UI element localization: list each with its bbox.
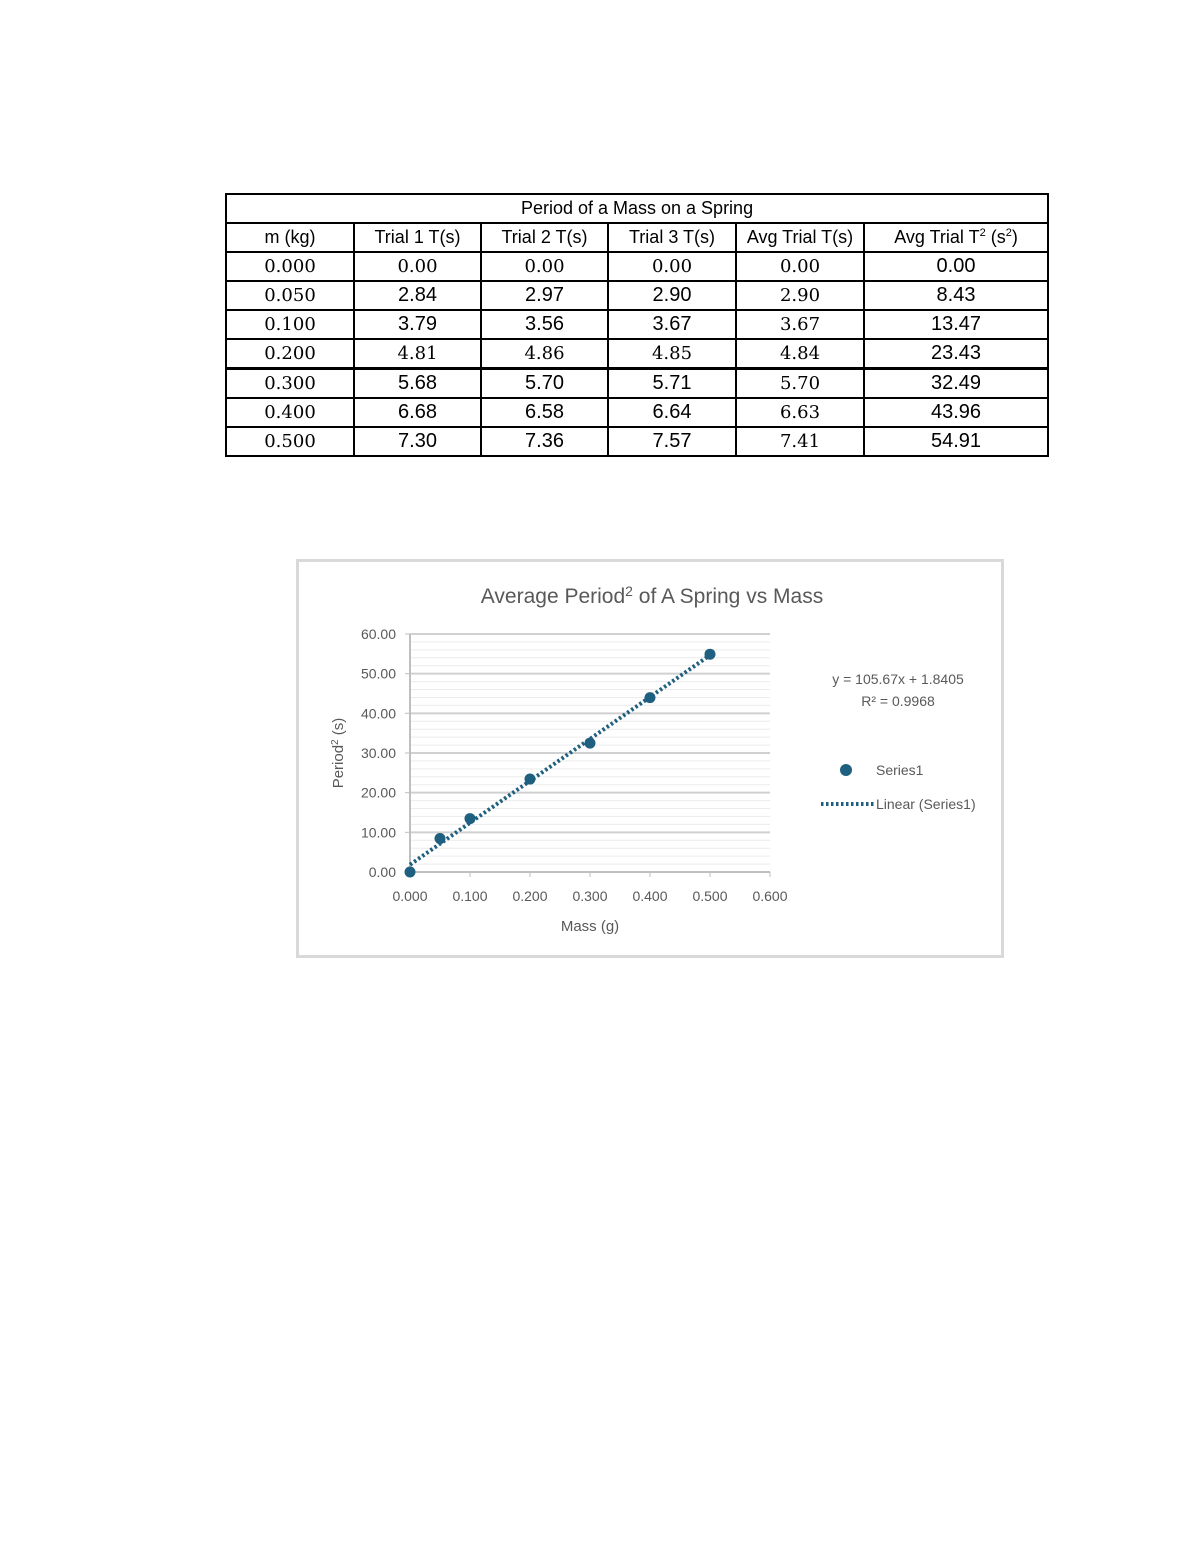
trendline-r2: R² = 0.9968 bbox=[861, 693, 935, 709]
y-axis-label-superscript: 2 bbox=[330, 739, 341, 745]
table-row bbox=[226, 398, 1048, 427]
table-cell-m: 0.050 bbox=[226, 281, 354, 310]
header-trial-3: Trial 3 T(s) bbox=[608, 223, 736, 252]
table-cell-t3: 2.90 bbox=[608, 281, 736, 310]
table-row bbox=[226, 427, 1048, 456]
table-cell-t2: 0.00 bbox=[481, 252, 608, 281]
y-tick-label: 10.00 bbox=[360, 824, 396, 841]
chart-container bbox=[296, 559, 1004, 958]
table-cell-m: 0.000 bbox=[226, 252, 354, 281]
table-cell-avg: 2.90 bbox=[736, 281, 864, 310]
table-cell-avg_sq: 54.91 bbox=[864, 427, 1048, 456]
table-cell-t2: 3.56 bbox=[481, 310, 608, 339]
table-cell-t1: 6.68 bbox=[354, 398, 481, 427]
table-cell-t3: 0.00 bbox=[608, 252, 736, 281]
header-avg-sq-unit-superscript: 2 bbox=[1005, 227, 1012, 239]
chart-title: Average Period$^2$ of A Spring vs Mass bbox=[480, 583, 824, 608]
table-cell-avg_sq: 0.00 bbox=[864, 252, 1048, 281]
data-point bbox=[405, 867, 416, 878]
header-avg-sq-close: ) bbox=[1011, 227, 1018, 247]
legend-series1-marker bbox=[840, 764, 852, 776]
table-cell-t1: 3.79 bbox=[354, 310, 481, 339]
data-point bbox=[645, 692, 656, 703]
table-cell-t2: 2.97 bbox=[481, 281, 608, 310]
table-row bbox=[226, 281, 1048, 310]
axes bbox=[361, 626, 788, 904]
chart-title-superscript: 2 bbox=[625, 583, 633, 599]
header-avg-sq-text: Avg Trial T bbox=[894, 227, 980, 247]
table-row bbox=[226, 310, 1048, 339]
table-cell-avg: 6.63 bbox=[736, 398, 864, 427]
x-axis-label: Mass (g) bbox=[560, 918, 620, 935]
data-point bbox=[435, 833, 446, 844]
table-row bbox=[226, 369, 1048, 399]
legend-series1-label: Series1 bbox=[876, 762, 924, 778]
table-cell-t3: 7.57 bbox=[608, 427, 736, 456]
trendline-equation: y = 105.67x + 1.8405 bbox=[832, 671, 964, 687]
x-tick-label: 0.200 bbox=[512, 888, 548, 904]
table-cell-t3: 3.67 bbox=[608, 310, 736, 339]
x-tick-label: 0.000 bbox=[392, 888, 428, 904]
x-tick-label: 0.100 bbox=[452, 888, 488, 904]
y-axis-label: Period$^2$ (s) bbox=[330, 717, 347, 789]
table-cell-avg_sq: 43.96 bbox=[864, 398, 1048, 427]
legend bbox=[821, 762, 976, 812]
table-cell-avg: 4.84 bbox=[736, 339, 864, 369]
table-cell-m: 0.500 bbox=[226, 427, 354, 456]
y-tick-label: 50.00 bbox=[360, 665, 396, 682]
data-point bbox=[525, 774, 536, 785]
table-cell-t1: 2.84 bbox=[354, 281, 481, 310]
header-mass: m (kg) bbox=[226, 223, 354, 252]
table-cell-m: 0.100 bbox=[226, 310, 354, 339]
x-tick-label: 0.600 bbox=[752, 888, 788, 904]
table-cell-m: 0.300 bbox=[226, 369, 354, 399]
table-cell-m: 0.400 bbox=[226, 398, 354, 427]
table-cell-avg: 7.41 bbox=[736, 427, 864, 456]
table-cell-avg_sq: 8.43 bbox=[864, 281, 1048, 310]
table-cell-avg_sq: 13.47 bbox=[864, 310, 1048, 339]
header-avg-sq-superscript: 2 bbox=[979, 227, 986, 239]
y-tick-label: 60.00 bbox=[360, 626, 396, 642]
table-cell-avg: 0.00 bbox=[736, 252, 864, 281]
x-tick-label: 0.300 bbox=[572, 888, 608, 904]
data-point bbox=[465, 813, 476, 824]
x-tick-label: 0.400 bbox=[632, 888, 668, 904]
table-cell-avg_sq: 32.49 bbox=[864, 369, 1048, 399]
scatter-chart bbox=[299, 562, 1001, 955]
data-point bbox=[705, 649, 716, 660]
table-title: Period of a Mass on a Spring bbox=[226, 194, 1048, 223]
header-avg-sq-unit: (s bbox=[985, 227, 1006, 247]
header-trial-1: Trial 1 T(s) bbox=[354, 223, 481, 252]
table-cell-avg_sq: 23.43 bbox=[864, 339, 1048, 369]
table-cell-t3: 6.64 bbox=[608, 398, 736, 427]
table-cell-t3: 4.85 bbox=[608, 339, 736, 369]
y-tick-label: 40.00 bbox=[360, 705, 396, 722]
header-trial-2: Trial 2 T(s) bbox=[481, 223, 608, 252]
data-table bbox=[225, 193, 1049, 457]
table-cell-t1: 5.68 bbox=[354, 369, 481, 399]
table-cell-t1: 7.30 bbox=[354, 427, 481, 456]
table-cell-t1: 4.81 bbox=[354, 339, 481, 369]
table-row bbox=[226, 252, 1048, 281]
y-tick-label: 0.00 bbox=[368, 864, 396, 880]
table-cell-m: 0.200 bbox=[226, 339, 354, 369]
y-tick-label: 20.00 bbox=[360, 784, 396, 801]
table-cell-t1: 0.00 bbox=[354, 252, 481, 281]
x-tick-label: 0.500 bbox=[692, 888, 728, 904]
table-cell-t2: 7.36 bbox=[481, 427, 608, 456]
y-tick-label: 30.00 bbox=[360, 745, 396, 761]
legend-trendline-label: Linear (Series1) bbox=[876, 796, 976, 812]
table-cell-t3: 5.71 bbox=[608, 369, 736, 399]
table-cell-t2: 4.86 bbox=[481, 339, 608, 369]
grid-lines bbox=[410, 634, 770, 872]
header-avg-trial: Avg Trial T(s) bbox=[736, 223, 864, 252]
table-cell-t2: 5.70 bbox=[481, 369, 608, 399]
data-point bbox=[585, 738, 596, 749]
table-cell-avg: 5.70 bbox=[736, 369, 864, 399]
table-cell-t2: 6.58 bbox=[481, 398, 608, 427]
table-row bbox=[226, 339, 1048, 369]
table-cell-avg: 3.67 bbox=[736, 310, 864, 339]
header-avg-trial-squared bbox=[864, 223, 1048, 252]
